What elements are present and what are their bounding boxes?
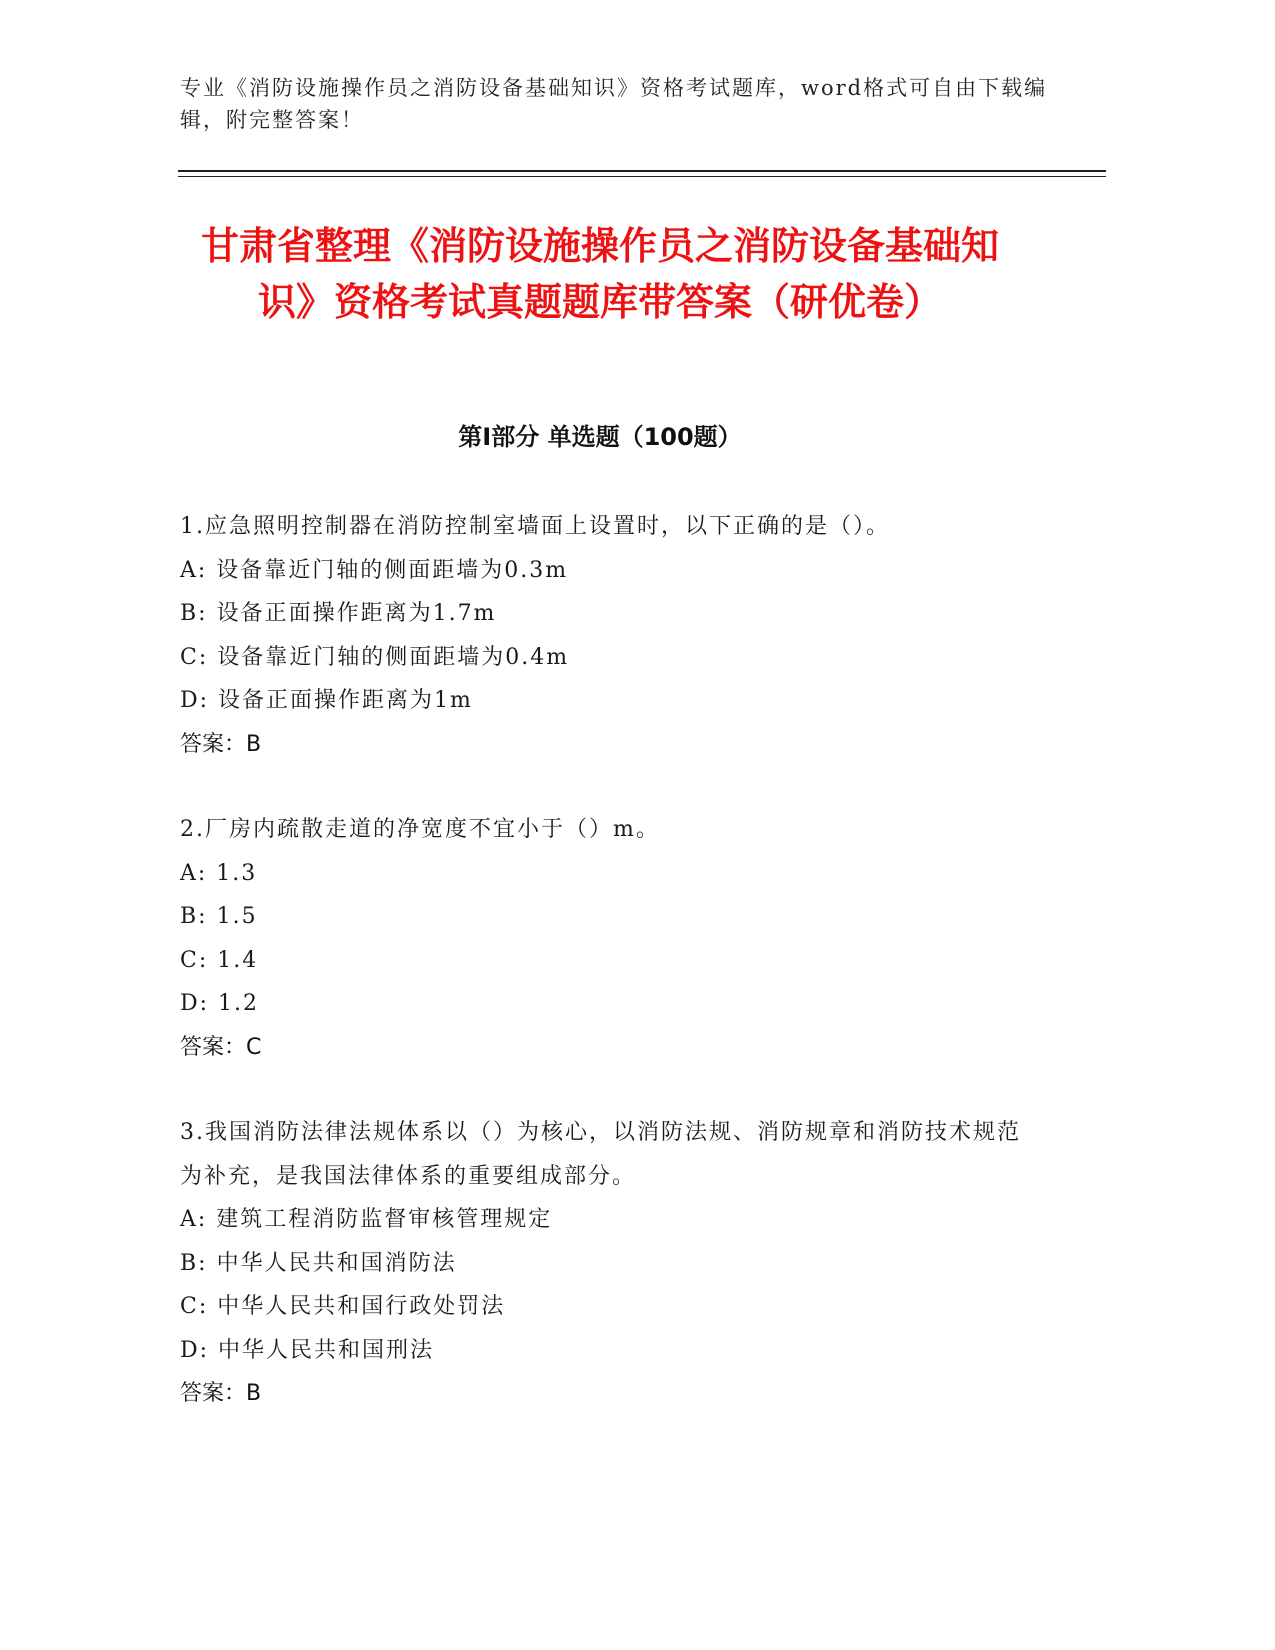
option-b: B: 中华人民共和国消防法 bbox=[180, 1250, 457, 1276]
question-2 bbox=[180, 808, 1030, 1069]
option-d: D: 设备正面操作距离为1m bbox=[180, 688, 473, 713]
option-d: D: 1.2 bbox=[180, 991, 260, 1016]
question-stem: 3.我国消防法律法规体系以（）为核心，以消防法规、消防规章和消防技术规范为补充，是我国法律体系的重要组成部分。 bbox=[180, 1120, 1021, 1189]
header-divider-thick bbox=[178, 170, 1106, 172]
answer: 答案：C bbox=[180, 1034, 262, 1060]
question-3 bbox=[180, 1111, 1030, 1416]
section-title: 第Ⅰ部分 单选题（100题） bbox=[458, 423, 742, 451]
option-a: A: 1.3 bbox=[180, 860, 258, 886]
question-stem: 2.厂房内疏散走道的净宽度不宜小于（）m。 bbox=[180, 817, 660, 842]
option-b: B: 1.5 bbox=[180, 904, 258, 929]
option-c: C: 设备靠近门轴的侧面距墙为0.4m bbox=[180, 644, 570, 670]
option-c: C: 中华人民共和国行政处罚法 bbox=[180, 1294, 506, 1319]
header-note: 专业《消防设施操作员之消防设备基础知识》资格考试题库，word格式可自由下载编辑，附完整答案！ bbox=[180, 76, 1048, 132]
question-1 bbox=[180, 505, 1030, 766]
option-a: A: 建筑工程消防监督审核管理规定 bbox=[180, 1207, 553, 1232]
answer: 答案：B bbox=[180, 1381, 262, 1406]
option-d: D: 中华人民共和国刑法 bbox=[180, 1337, 435, 1363]
header-divider-thin bbox=[178, 176, 1106, 177]
option-b: B: 设备正面操作距离为1.7m bbox=[180, 601, 497, 626]
question-list bbox=[180, 505, 1030, 1458]
answer: 答案：B bbox=[180, 731, 262, 757]
question-stem: 1.应急照明控制器在消防控制室墙面上设置时，以下正确的是（）。 bbox=[180, 514, 890, 539]
option-a: A: 设备靠近门轴的侧面距墙为0.3m bbox=[180, 557, 569, 583]
document-title: 甘肃省整理《消防设施操作员之消防设备基础知识》资格考试真题题库带答案（研优卷） bbox=[200, 224, 999, 324]
option-c: C: 1.4 bbox=[180, 947, 259, 973]
